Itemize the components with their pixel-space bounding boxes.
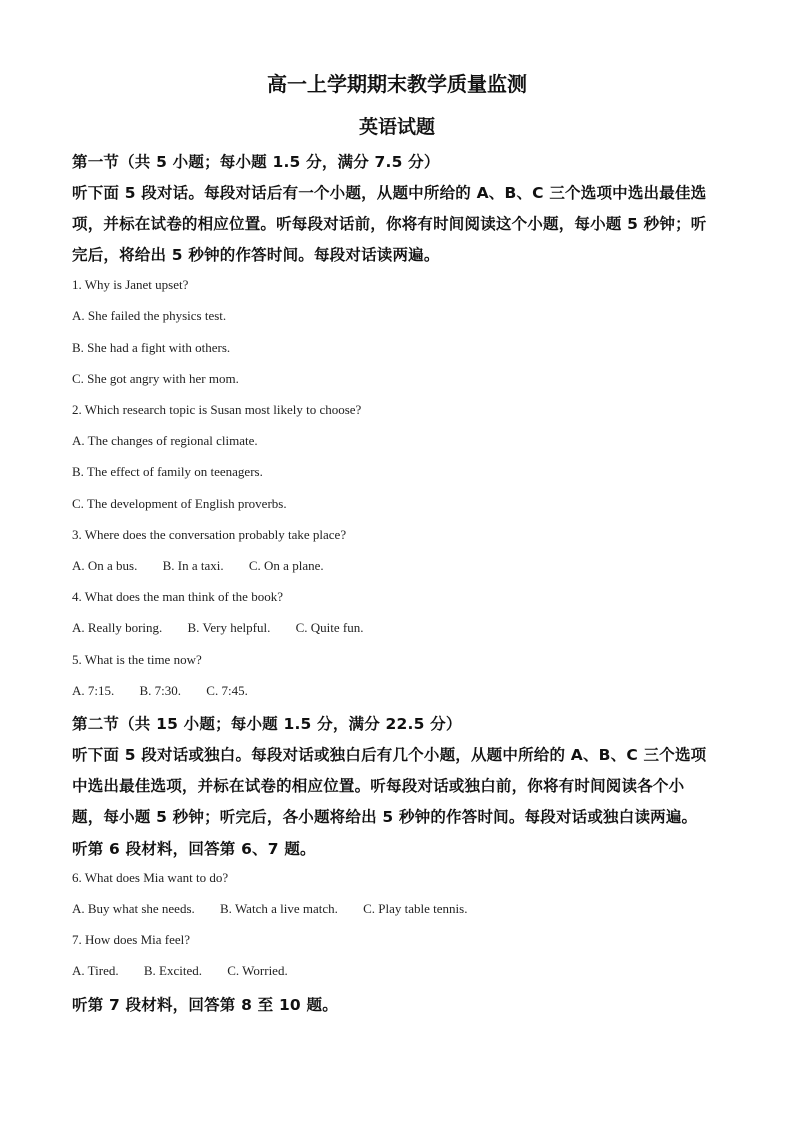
q2-option-b: B. The effect of family on teenagers. — [72, 464, 263, 479]
exam-title: 高一上学期期末教学质量监测 — [267, 72, 527, 96]
q3-option-c: C. On a plane. — [248, 558, 324, 573]
q7-options — [72, 963, 288, 979]
q6-option-c: C. Play table tennis. — [363, 901, 468, 916]
q7-option-b: B. Excited. — [143, 963, 202, 978]
material-7-heading: 听第 7 段材料，回答第 8 至 10 题。 — [72, 996, 338, 1014]
q7-option-c: C. Worried. — [227, 963, 288, 978]
question-7: 7. How does Mia feel? — [72, 932, 191, 947]
question-5: 5. What is the time now? — [72, 652, 202, 667]
section2-instruction-line: 听下面 5 段对话或独白。每段对话或独白后有几个小题，从题中所给的 A、B、C 三个选项 — [72, 746, 707, 764]
question-2: 2. Which research topic is Susan most likely to choose? — [72, 402, 362, 417]
q6-options — [72, 901, 467, 917]
q3-option-b: B. In a taxi. — [162, 558, 224, 573]
q1-option-a: A. She failed the physics test. — [72, 308, 227, 323]
section1-instruction-line: 听下面 5 段对话。每段对话后有一个小题，从题中所给的 A、B、C 三个选项中选出最佳选 — [72, 184, 707, 202]
q6-option-a: A. Buy what she needs. — [72, 901, 195, 916]
question-6: 6. What does Mia want to do? — [72, 870, 229, 885]
section1-heading: 第一节（共 5 小题；每小题 1.5 分，满分 7.5 分） — [72, 153, 440, 171]
q1-option-c: C. She got angry with her mom. — [72, 371, 239, 386]
q5-option-c: C. 7:45. — [206, 683, 248, 698]
q5-option-a: A. 7:15. — [72, 683, 115, 698]
q4-option-c: C. Quite fun. — [295, 620, 364, 635]
q4-options — [72, 620, 363, 636]
material-6-heading: 听第 6 段材料，回答第 6、7 题。 — [72, 840, 316, 858]
q2-option-a: A. The changes of regional climate. — [72, 433, 258, 448]
q3-options — [72, 558, 324, 574]
question-1: 1. Why is Janet upset? — [72, 277, 189, 292]
exam-subtitle: 英语试题 — [358, 116, 435, 138]
q7-option-a: A. Tired. — [72, 963, 119, 978]
question-3: 3. Where does the conversation probably take place? — [72, 527, 347, 542]
q4-option-b: B. Very helpful. — [187, 620, 271, 635]
section2-instruction-line: 中选出最佳选项，并标在试卷的相应位置。听每段对话或独白前，你将有时间阅读各个小 — [72, 777, 685, 795]
q2-option-c: C. The development of English proverbs. — [72, 496, 287, 511]
q1-option-b: B. She had a fight with others. — [72, 340, 231, 355]
question-4: 4. What does the man think of the book? — [72, 589, 283, 604]
q6-option-b: B. Watch a live match. — [220, 901, 338, 916]
section2-instruction-line: 题，每小题 5 秒钟；听完后，各小题将给出 5 秒钟的作答时间。每段对话或独白读两遍。 — [72, 808, 698, 826]
q5-option-b: B. 7:30. — [139, 683, 182, 698]
section2-heading: 第二节（共 15 小题；每小题 1.5 分，满分 22.5 分） — [72, 715, 462, 733]
q5-options — [72, 683, 248, 699]
section1-instruction-line: 项，并标在试卷的相应位置。听每段对话前，你将有时间阅读这个小题，每小题 5 秒钟；听 — [72, 215, 707, 233]
section1-instruction-line: 完后，将给出 5 秒钟的作答时间。每段对话读两遍。 — [72, 246, 440, 264]
q3-option-a: A. On a bus. — [72, 558, 138, 573]
q4-option-a: A. Really boring. — [72, 620, 163, 635]
